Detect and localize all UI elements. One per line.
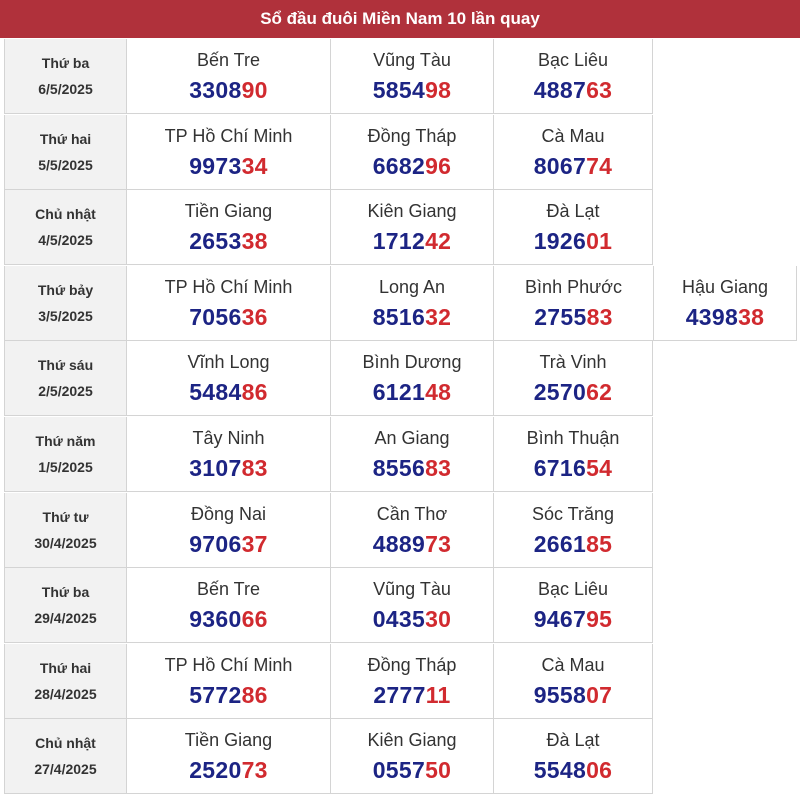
number-tail-digits: 36: [241, 303, 268, 330]
weekday-label: Thứ hai: [39, 659, 92, 676]
province-name: Long An: [378, 276, 446, 297]
weekday-label: Thứ sáu: [37, 357, 94, 374]
number-tail-digits: 50: [425, 757, 452, 784]
draw-date: 5/5/2025: [38, 156, 93, 173]
province-name: Cà Mau: [541, 654, 605, 675]
number-tail-digits: 11: [425, 681, 451, 708]
weekday-label: Thứ tư: [42, 508, 89, 525]
number-lead-digits: 6716: [533, 455, 587, 481]
number-tail-digits: 73: [241, 757, 268, 784]
number-tail-digits: 42: [425, 228, 452, 255]
number-tail-digits: 30: [425, 606, 452, 633]
province-name: Cà Mau: [541, 125, 605, 146]
number-tail-digits: 95: [586, 606, 613, 633]
number-tail-digits: 86: [241, 681, 268, 708]
winning-number: [494, 153, 652, 179]
draw-date: 27/4/2025: [34, 761, 97, 778]
date-cell: [4, 719, 126, 794]
number-lead-digits: 2661: [533, 530, 587, 557]
province-name: Bình Phước: [525, 276, 622, 297]
number-tail-digits: 34: [241, 152, 268, 179]
number-tail-digits: 83: [425, 455, 452, 481]
number-tail-digits: 07: [586, 681, 613, 708]
winning-number: [494, 531, 652, 557]
province-result-cell: [493, 644, 653, 719]
number-lead-digits: 5772: [189, 681, 242, 708]
winning-number: [494, 304, 653, 330]
number-tail-digits: 38: [241, 228, 268, 255]
winning-number: [494, 682, 652, 708]
province-result-cell: [330, 493, 493, 568]
draw-date: 2/5/2025: [38, 383, 93, 400]
number-tail-digits: 66: [241, 606, 268, 633]
number-tail-digits: 98: [425, 77, 452, 103]
draw-date: 28/4/2025: [34, 685, 97, 702]
table-row: [0, 644, 800, 719]
province-result-cell: [126, 266, 330, 341]
province-name: Kiên Giang: [367, 730, 457, 751]
winning-number: [331, 606, 493, 632]
weekday-label: Thứ năm: [35, 433, 96, 449]
winning-number: [494, 379, 652, 405]
number-lead-digits: 2777: [373, 681, 426, 708]
province-result-cell: [126, 115, 330, 190]
winning-number: [331, 77, 493, 103]
number-tail-digits: 73: [425, 530, 452, 557]
province-name: Tây Ninh: [192, 428, 265, 448]
date-cell: [4, 493, 126, 568]
winning-number: [331, 379, 493, 405]
date-cell: [4, 39, 126, 114]
table-row: [0, 190, 800, 265]
province-result-cell: [330, 266, 493, 341]
province-result-cell: [330, 39, 493, 114]
number-tail-digits: 32: [425, 303, 452, 330]
weekday-label: Thứ bảy: [37, 281, 94, 298]
table-row: [0, 493, 800, 568]
date-cell: [4, 266, 126, 341]
number-lead-digits: 3107: [189, 455, 242, 481]
winning-number: [331, 682, 493, 708]
province-name: Hậu Giang: [681, 276, 769, 297]
date-cell: [4, 341, 126, 416]
number-tail-digits: 01: [586, 228, 613, 255]
province-name: Đà Lạt: [546, 730, 600, 751]
province-name: Bạc Liêu: [537, 579, 609, 600]
number-tail-digits: 83: [241, 455, 268, 481]
number-lead-digits: 8067: [533, 152, 587, 179]
province-name: Kiên Giang: [367, 201, 457, 222]
table-row: [0, 39, 800, 114]
province-result-cell: [126, 39, 330, 114]
province-result-cell: [330, 341, 493, 416]
province-result-cell: [126, 341, 330, 416]
winning-number: [127, 77, 330, 103]
province-result-cell: [493, 493, 653, 568]
province-result-cell: [126, 417, 330, 492]
number-lead-digits: 9360: [189, 606, 242, 633]
number-lead-digits: 2520: [189, 757, 242, 784]
province-result-cell: [493, 190, 653, 265]
province-name: TP Hồ Chí Minh: [164, 654, 293, 675]
province-result-cell: [493, 341, 653, 416]
province-result-cell: [330, 190, 493, 265]
province-name: Đà Lạt: [546, 201, 600, 222]
province-name: Bạc Liêu: [537, 50, 609, 70]
province-result-cell: [126, 719, 330, 794]
weekday-label: Thứ ba: [41, 55, 90, 71]
province-name: TP Hồ Chí Minh: [164, 125, 293, 146]
winning-number: [331, 228, 493, 254]
number-lead-digits: 9467: [533, 606, 587, 633]
province-result-cell: [330, 115, 493, 190]
draw-date: 30/4/2025: [34, 534, 97, 551]
winning-number: [127, 606, 330, 632]
number-tail-digits: 63: [586, 77, 613, 103]
province-name: Đồng Tháp: [367, 654, 457, 675]
date-cell: [4, 417, 126, 492]
number-lead-digits: 5854: [372, 77, 426, 103]
winning-number: [127, 153, 330, 179]
date-cell: [4, 190, 126, 265]
province-name: Vũng Tàu: [373, 579, 451, 600]
province-name: Vĩnh Long: [187, 352, 270, 373]
winning-number: [127, 531, 330, 557]
number-lead-digits: 6682: [372, 152, 426, 179]
winning-number: [494, 77, 652, 103]
winning-number: [331, 531, 493, 557]
winning-number: [494, 757, 652, 783]
winning-number: [127, 304, 330, 330]
number-lead-digits: 4887: [533, 77, 587, 103]
province-name: Tiền Giang: [184, 201, 273, 222]
province-name: Bến Tre: [196, 579, 261, 600]
weekday-label: Thứ ba: [41, 584, 90, 601]
number-lead-digits: 9558: [533, 681, 587, 708]
province-name: Đồng Nai: [190, 503, 267, 524]
winning-number: [127, 757, 330, 783]
number-lead-digits: 6121: [372, 379, 426, 406]
province-name: TP Hồ Chí Minh: [164, 276, 293, 297]
winning-number: [654, 304, 796, 330]
number-lead-digits: 2755: [534, 303, 587, 330]
province-name: Đồng Tháp: [367, 125, 457, 146]
number-lead-digits: 7056: [189, 303, 242, 330]
province-result-cell: [493, 568, 653, 643]
province-result-cell: [126, 568, 330, 643]
number-tail-digits: 90: [241, 77, 268, 103]
number-lead-digits: 5548: [533, 757, 587, 784]
table-row: [0, 115, 800, 190]
table-row: [0, 719, 800, 794]
number-lead-digits: 4889: [372, 530, 426, 557]
province-name: An Giang: [374, 428, 450, 448]
number-lead-digits: 5484: [189, 379, 242, 406]
province-name: Cần Thơ: [376, 503, 448, 524]
draw-date: 4/5/2025: [38, 232, 93, 249]
number-lead-digits: 3308: [189, 77, 242, 103]
number-tail-digits: 54: [586, 455, 613, 481]
number-tail-digits: 06: [586, 757, 613, 784]
province-name: Tiền Giang: [184, 730, 273, 751]
winning-number: [494, 455, 652, 481]
province-result-cell: [330, 719, 493, 794]
winning-number: [127, 455, 330, 481]
province-name: Bình Dương: [362, 352, 462, 373]
winning-number: [127, 379, 330, 405]
number-lead-digits: 1926: [533, 228, 587, 255]
province-result-cell: [330, 417, 493, 492]
winning-number: [127, 228, 330, 254]
number-lead-digits: 9706: [189, 530, 242, 557]
winning-number: [331, 455, 493, 481]
number-lead-digits: 1712: [372, 228, 426, 255]
date-cell: [4, 115, 126, 190]
table-row: [0, 266, 800, 341]
number-tail-digits: 74: [586, 152, 613, 179]
draw-date: 1/5/2025: [38, 459, 93, 475]
draw-date: 29/4/2025: [34, 610, 97, 627]
number-lead-digits: 9973: [189, 152, 242, 179]
province-name: Sóc Trăng: [531, 503, 615, 524]
table-row: [0, 568, 800, 643]
province-name: Bến Tre: [196, 50, 261, 70]
province-result-cell: [493, 115, 653, 190]
province-result-cell: [493, 719, 653, 794]
number-tail-digits: 37: [241, 530, 268, 557]
province-result-cell: [126, 493, 330, 568]
number-lead-digits: 0435: [372, 606, 426, 633]
table-title: Sổ đầu đuôi Miền Nam 10 lần quay: [0, 0, 800, 38]
table-row: [0, 341, 800, 416]
province-name: Trà Vinh: [539, 352, 607, 373]
province-name: Bình Thuận: [526, 428, 620, 448]
number-lead-digits: 0557: [372, 757, 426, 784]
number-tail-digits: 86: [241, 379, 268, 406]
number-tail-digits: 83: [586, 303, 613, 330]
province-result-cell: [330, 644, 493, 719]
number-lead-digits: 2570: [533, 379, 587, 406]
weekday-label: Thứ hai: [39, 130, 92, 147]
number-tail-digits: 62: [586, 379, 613, 406]
number-tail-digits: 48: [425, 379, 452, 406]
province-result-cell: [653, 266, 797, 341]
number-tail-digits: 96: [425, 152, 452, 179]
draw-date: 6/5/2025: [38, 81, 93, 97]
winning-number: [331, 757, 493, 783]
number-lead-digits: 8556: [372, 455, 426, 481]
date-cell: [4, 644, 126, 719]
number-tail-digits: 85: [586, 530, 613, 557]
province-result-cell: [330, 568, 493, 643]
winning-number: [331, 153, 493, 179]
table-row: [0, 417, 800, 492]
weekday-label: Chủ nhật: [35, 206, 96, 223]
draw-date: 3/5/2025: [38, 307, 93, 324]
number-lead-digits: 8516: [372, 303, 426, 330]
winning-number: [494, 606, 652, 632]
province-result-cell: [126, 190, 330, 265]
province-result-cell: [493, 266, 653, 341]
province-result-cell: [126, 644, 330, 719]
number-lead-digits: 2653: [189, 228, 242, 255]
province-result-cell: [493, 39, 653, 114]
date-cell: [4, 568, 126, 643]
winning-number: [331, 304, 493, 330]
number-tail-digits: 38: [738, 303, 765, 330]
province-result-cell: [493, 417, 653, 492]
winning-number: [127, 682, 330, 708]
winning-number: [494, 228, 652, 254]
number-lead-digits: 4398: [685, 303, 739, 330]
weekday-label: Chủ nhật: [35, 735, 96, 752]
province-name: Vũng Tàu: [373, 50, 451, 70]
